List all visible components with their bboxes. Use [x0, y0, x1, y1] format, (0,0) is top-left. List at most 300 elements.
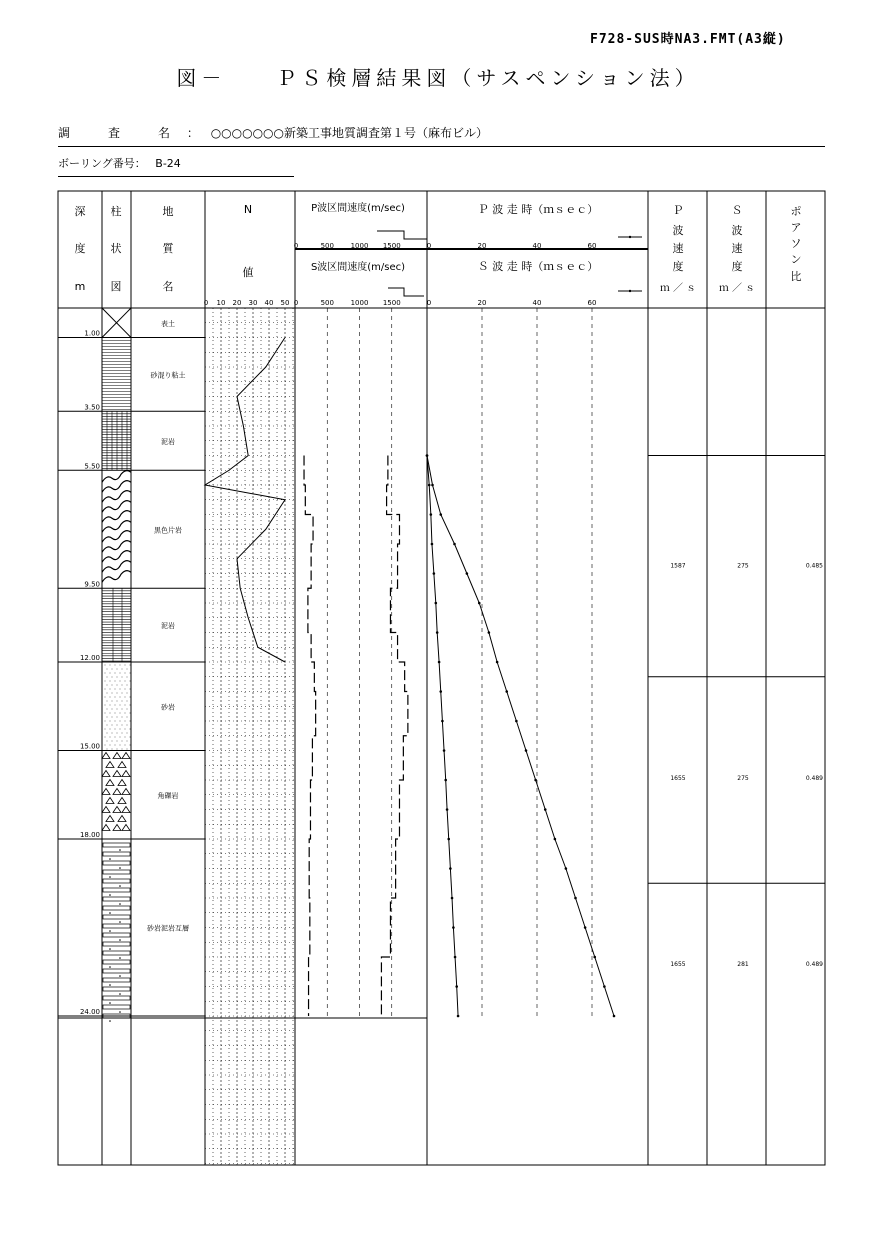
sand-dot	[122, 709, 123, 710]
sand-dot	[122, 717, 123, 718]
sand-dot	[107, 749, 108, 750]
sand-dot	[130, 745, 131, 746]
s-travel-curve-point	[603, 985, 606, 988]
sand-dot	[120, 745, 121, 746]
p-travel-curve-point	[433, 572, 436, 575]
sand-dot	[112, 701, 113, 702]
p-travel-curve-point	[444, 779, 447, 782]
sand-dot	[130, 689, 131, 690]
p-travel-curve-point	[455, 985, 458, 988]
sand-dot	[117, 717, 118, 718]
sand-dot	[125, 721, 126, 722]
p-travel-curve-point	[457, 1015, 460, 1018]
header-labels	[75, 201, 802, 294]
s-travel-curve	[427, 456, 614, 1017]
sand-dot	[110, 737, 111, 738]
sand-dot	[125, 689, 126, 690]
layer-depth-label: 24.00	[79, 1008, 100, 1016]
sand-dot	[107, 733, 108, 734]
sand-dot	[130, 713, 131, 714]
poisson-value: 0.489	[805, 775, 823, 782]
p-velocity-header-3: 速	[672, 242, 684, 255]
sand-dot	[127, 749, 128, 750]
n-header-bottom: 値	[242, 266, 254, 279]
breccia-triangle	[118, 762, 126, 768]
layer-name-label: 角礫岩	[157, 791, 179, 800]
sand-dot	[115, 705, 116, 706]
s-velocity-header-3: 速	[731, 242, 743, 255]
p-travel-curve-point	[443, 749, 446, 752]
alternating-dot	[119, 921, 121, 923]
document-title: 図－ ＰＳ検層結果図（サスペンション法）	[176, 66, 700, 90]
n-scale-tick-label: 40	[264, 299, 274, 307]
sand-dot	[117, 709, 118, 710]
layer-pattern-hlines	[102, 341, 131, 410]
s-travel-curve-point	[505, 690, 508, 693]
sand-dot	[110, 721, 111, 722]
breccia-triangle	[113, 753, 121, 759]
alternating-band	[103, 996, 130, 1000]
layer-labels	[80, 319, 189, 1016]
layer-depth-label: 12.00	[79, 654, 100, 662]
breccia-triangle	[102, 789, 110, 795]
alternating-dot	[109, 894, 111, 896]
alternating-band	[103, 852, 130, 856]
sand-dot	[105, 729, 106, 730]
s-velocity-tick-label: 1000	[350, 299, 369, 307]
sand-dot	[130, 681, 131, 682]
s-travel-tick-label: 60	[587, 299, 597, 307]
s-travel-curve-point	[525, 749, 528, 752]
sand-dot	[122, 669, 123, 670]
depth-header-1: 深	[74, 205, 86, 218]
sand-dot	[117, 669, 118, 670]
scale-ticks	[204, 242, 597, 307]
sand-dot	[115, 697, 116, 698]
layer-name-label: 泥岩	[161, 437, 175, 446]
p-travel-curve-point	[447, 838, 450, 841]
poisson-header-5: 比	[790, 270, 802, 283]
sand-dot	[120, 713, 121, 714]
alternating-band	[103, 888, 130, 892]
sand-dot	[125, 729, 126, 730]
breccia-triangle	[113, 789, 121, 795]
sand-dot	[105, 697, 106, 698]
s-velocity-value: 275	[737, 775, 749, 782]
alternating-dot	[119, 867, 121, 869]
breccia-triangle	[106, 762, 114, 768]
s-velocity-header-4: 度	[731, 260, 743, 273]
breccia-triangle	[102, 807, 110, 813]
alternating-band	[103, 987, 130, 991]
alternating-band	[103, 861, 130, 865]
s-travel-curve-point	[466, 572, 469, 575]
layer-depth-label: 3.50	[84, 403, 100, 412]
p-travel-curve-point	[441, 720, 444, 723]
s-travel-tick-label: 20	[477, 299, 487, 307]
layer-name-label: 黒色片岩	[154, 526, 182, 535]
sand-dot	[105, 745, 106, 746]
alternating-band	[103, 942, 130, 946]
sand-dot	[112, 725, 113, 726]
p-travel-curve-point	[430, 513, 433, 516]
sand-dot	[130, 665, 131, 666]
p-travel-curve-point	[452, 926, 455, 929]
boring-column	[102, 308, 131, 1022]
sand-dot	[122, 749, 123, 750]
s-travel-curve-point	[496, 661, 499, 664]
p-travel-legend-dot	[629, 236, 631, 238]
sand-dot	[130, 721, 131, 722]
alternating-dot	[109, 858, 111, 860]
p-travel-curve-point	[436, 631, 439, 634]
sand-dot	[120, 665, 121, 666]
alternating-band	[103, 969, 130, 973]
alternating-dot	[109, 1002, 111, 1004]
sand-dot	[112, 685, 113, 686]
sand-dot	[112, 749, 113, 750]
s-travel-header: Ｓ 波 走 時（ｍｓｅｃ）	[477, 260, 599, 273]
poisson-value: 0.489	[805, 960, 823, 968]
s-travel-curve-point	[478, 602, 481, 605]
s-travel-tick-label: 0	[426, 299, 432, 307]
layer-pattern-wave	[102, 471, 131, 583]
p-travel-curve	[427, 456, 458, 1017]
alternating-band	[103, 1005, 130, 1009]
file-code: F728-SUS時NA3.FMT(A3縦)	[590, 32, 786, 47]
s-travel-curve-point	[426, 454, 429, 457]
sand-dot	[105, 673, 106, 674]
sand-dot	[115, 681, 116, 682]
s-travel-curve-point	[584, 926, 587, 929]
n-scale-tick-label: 10	[216, 299, 226, 307]
s-travel-curve-point	[574, 897, 577, 900]
breccia-triangle	[102, 825, 110, 831]
s-travel-curve-point	[488, 631, 491, 634]
sand-dot	[105, 705, 106, 706]
measurement-curves	[205, 338, 615, 1018]
p-velocity-tick-label: 500	[320, 242, 334, 250]
column-header-2: 状	[110, 242, 122, 255]
sand-dot	[117, 701, 118, 702]
breccia-triangle	[122, 753, 130, 759]
sand-dot	[127, 741, 128, 742]
p-velocity-header-1: Ｐ	[672, 204, 684, 217]
n-scale-tick-label: 0	[203, 299, 209, 307]
sand-dot	[110, 665, 111, 666]
n-scale-tick-label: 50	[280, 299, 290, 307]
poisson-header-2: ア	[790, 221, 802, 234]
layer-depth-label: 15.00	[79, 742, 100, 751]
sand-dot	[112, 733, 113, 734]
sand-dot	[120, 681, 121, 682]
sand-dot	[117, 685, 118, 686]
alternating-band	[103, 960, 130, 964]
sand-dot	[112, 717, 113, 718]
n-scale-tick-label: 20	[232, 299, 242, 307]
layer-pattern-grid	[102, 411, 131, 470]
layer-depth-label: 9.50	[84, 580, 100, 589]
alternating-dot	[119, 1011, 121, 1013]
sand-dot	[105, 737, 106, 738]
s-velocity-header-2: 波	[731, 224, 743, 237]
sand-dot	[110, 697, 111, 698]
alternating-band	[103, 870, 130, 874]
s-velocity-tick-label: 0	[293, 299, 299, 307]
survey-name: ○○○○○○○新築工事地質調査第１号（麻布ビル）	[210, 126, 488, 140]
p-travel-curve-point	[439, 690, 442, 693]
sand-dot	[122, 741, 123, 742]
sand-dot	[125, 737, 126, 738]
sand-dot	[112, 709, 113, 710]
sand-dot	[125, 705, 126, 706]
sand-dot	[122, 685, 123, 686]
p-velocity-header-4: 度	[672, 260, 684, 273]
p-travel-curve-point	[449, 867, 452, 870]
sand-dot	[120, 673, 121, 674]
breccia-triangle	[122, 825, 130, 831]
p-travel-tick-label: 0	[426, 242, 432, 250]
sand-dot	[115, 713, 116, 714]
layer-name-label: 砂混り粘土	[150, 371, 186, 380]
sand-dot	[120, 721, 121, 722]
sand-dot	[120, 737, 121, 738]
poisson-header-3: ソ	[790, 237, 802, 250]
sand-dot	[115, 737, 116, 738]
p-travel-curve-point	[438, 661, 441, 664]
p-velocity-unit: ｍ ／ ｓ	[659, 283, 697, 294]
sand-dot	[107, 685, 108, 686]
alternating-dot	[119, 957, 121, 959]
alternating-dot	[119, 849, 121, 851]
s-interval-velocity-line	[304, 456, 316, 1017]
sand-dot	[117, 693, 118, 694]
alternating-band	[103, 933, 130, 937]
layer-name-label: 砂岩	[161, 703, 175, 712]
p-velocity-value: 1655	[670, 960, 686, 968]
p-interval-header: P波区間速度(m/sec)	[311, 203, 405, 214]
layer-depth-label: 1.00	[84, 329, 100, 338]
sand-dot	[127, 693, 128, 694]
p-travel-tick-label: 20	[477, 242, 487, 250]
sand-dot	[110, 729, 111, 730]
p-travel-curve-point	[451, 897, 454, 900]
sand-dot	[115, 745, 116, 746]
p-velocity-tick-label: 0	[293, 242, 299, 250]
breccia-triangle	[118, 798, 126, 804]
sand-dot	[112, 693, 113, 694]
p-velocity-value: 1587	[670, 562, 686, 570]
layer-pattern-triangles	[102, 753, 130, 831]
layer-pattern-grid2	[102, 588, 131, 662]
layer-pattern-cross	[102, 308, 131, 338]
sand-dot	[107, 717, 108, 718]
sand-dot	[130, 737, 131, 738]
sand-dot	[110, 673, 111, 674]
sand-dot	[125, 673, 126, 674]
p-travel-curve-point	[435, 602, 438, 605]
alternating-dot	[109, 912, 111, 914]
s-velocity-tick-label: 1500	[382, 299, 401, 307]
sand-dot	[122, 725, 123, 726]
alternating-dot	[119, 939, 121, 941]
sand-dot	[127, 677, 128, 678]
breccia-triangle	[122, 807, 130, 813]
sand-dot	[127, 725, 128, 726]
n-header-top: N	[243, 203, 253, 216]
alternating-dot	[119, 903, 121, 905]
sand-dot	[117, 733, 118, 734]
s-travel-curve-point	[534, 779, 537, 782]
wave-stroke	[102, 571, 131, 583]
sand-dot	[112, 741, 113, 742]
sand-dot	[107, 669, 108, 670]
s-travel-curve-point	[593, 956, 596, 959]
survey-separator: ：	[186, 126, 199, 140]
s-travel-curve-point	[515, 720, 518, 723]
s-interval-legend-mark	[388, 288, 424, 296]
alternating-band	[103, 978, 130, 982]
geology-header-2: 質	[162, 242, 174, 255]
depth-header-3: m	[74, 280, 86, 293]
sand-dot	[130, 705, 131, 706]
boring-number: B-24	[155, 157, 181, 170]
alternating-dot	[119, 885, 121, 887]
breccia-triangle	[118, 780, 126, 786]
s-travel-curve-point	[439, 513, 442, 516]
sand-dot	[120, 689, 121, 690]
sand-dot	[105, 689, 106, 690]
sand-dot	[130, 673, 131, 674]
s-travel-curve-point	[544, 808, 547, 811]
sand-dot	[120, 729, 121, 730]
alternating-dot	[119, 993, 121, 995]
sand-dot	[115, 673, 116, 674]
p-velocity-header-2: 波	[672, 224, 684, 237]
s-velocity-tick-label: 500	[320, 299, 334, 307]
alternating-band	[103, 906, 130, 910]
p-velocity-tick-label: 1500	[382, 242, 401, 250]
sand-dot	[125, 745, 126, 746]
sand-dot	[117, 725, 118, 726]
n-scale-tick-label: 30	[248, 299, 258, 307]
p-travel-header: Ｐ 波 走 時（ｍｓｅｃ）	[477, 203, 599, 216]
p-travel-tick-label: 60	[587, 242, 597, 250]
s-travel-curve-point	[453, 543, 456, 546]
alternating-band	[103, 879, 130, 883]
alternating-dot	[109, 966, 111, 968]
p-interval-velocity-line	[381, 456, 407, 1017]
poisson-header-1: ポ	[790, 205, 802, 218]
breccia-triangle	[113, 771, 121, 777]
alternating-band	[103, 924, 130, 928]
sand-dot	[120, 705, 121, 706]
sand-dot	[105, 665, 106, 666]
sand-dot	[127, 701, 128, 702]
sand-dot	[110, 713, 111, 714]
s-interval-header: S波区間速度(m/sec)	[310, 262, 406, 273]
table-frame	[58, 191, 825, 1165]
sand-dot	[127, 717, 128, 718]
breccia-triangle	[113, 807, 121, 813]
sand-dot	[107, 693, 108, 694]
sand-dot	[115, 689, 116, 690]
column-header-1: 柱	[110, 205, 122, 218]
sand-dot	[117, 741, 118, 742]
sand-dot	[117, 677, 118, 678]
sand-dot	[110, 689, 111, 690]
sand-dot	[127, 709, 128, 710]
layer-depth-label: 5.50	[84, 462, 100, 471]
p-velocity-value: 1655	[670, 775, 686, 782]
alternating-dot	[109, 1020, 111, 1022]
alternating-dot	[109, 876, 111, 878]
alternating-band	[103, 843, 130, 847]
sand-dot	[127, 733, 128, 734]
breccia-triangle	[118, 816, 126, 822]
p-travel-tick-label: 40	[532, 242, 542, 250]
alternating-band	[103, 915, 130, 919]
geology-header-3: 名	[162, 280, 174, 293]
breccia-triangle	[106, 798, 114, 804]
sand-dot	[122, 677, 123, 678]
sand-dot	[105, 721, 106, 722]
s-travel-curve-point	[613, 1015, 616, 1018]
sand-dot	[125, 681, 126, 682]
sand-dot	[110, 705, 111, 706]
sand-dot	[107, 709, 108, 710]
layer-name-label: 泥岩	[161, 622, 175, 631]
sand-dot	[110, 745, 111, 746]
sand-dot	[105, 681, 106, 682]
velocity-results	[670, 563, 823, 968]
layer-depth-label: 18.00	[79, 831, 100, 839]
s-travel-tick-label: 40	[532, 299, 542, 307]
survey-label: 調 査 名	[58, 126, 184, 140]
s-velocity-header-1: Ｓ	[731, 204, 743, 217]
sand-dot	[125, 697, 126, 698]
breccia-triangle	[106, 816, 114, 822]
s-velocity-value: 275	[737, 562, 749, 570]
sand-dot	[107, 725, 108, 726]
layer-name-label: 表土	[161, 319, 175, 328]
breccia-triangle	[102, 771, 110, 777]
sand-dot	[117, 749, 118, 750]
layer-pattern-dots	[105, 665, 131, 750]
sand-dot	[130, 729, 131, 730]
breccia-triangle	[106, 780, 114, 786]
boring-label: ボーリング番号：	[58, 157, 146, 170]
breccia-triangle	[113, 825, 121, 831]
sand-dot	[125, 713, 126, 714]
alternating-band	[103, 951, 130, 955]
sand-dot	[125, 665, 126, 666]
poisson-header-4: ン	[790, 253, 802, 266]
alternating-dot	[109, 984, 111, 986]
breccia-triangle	[102, 753, 110, 759]
alternating-dot	[119, 975, 121, 977]
alternating-dot	[109, 930, 111, 932]
alternating-band	[103, 897, 130, 901]
s-travel-curve-point	[554, 838, 557, 841]
layer-name-label: 砂岩泥岩互層	[147, 924, 189, 933]
s-travel-curve-point	[565, 867, 568, 870]
sand-dot	[127, 669, 128, 670]
p-velocity-tick-label: 1000	[350, 242, 369, 250]
layer-pattern-alternating	[103, 843, 130, 1022]
sand-dot	[127, 685, 128, 686]
depth-header-2: 度	[74, 242, 86, 255]
